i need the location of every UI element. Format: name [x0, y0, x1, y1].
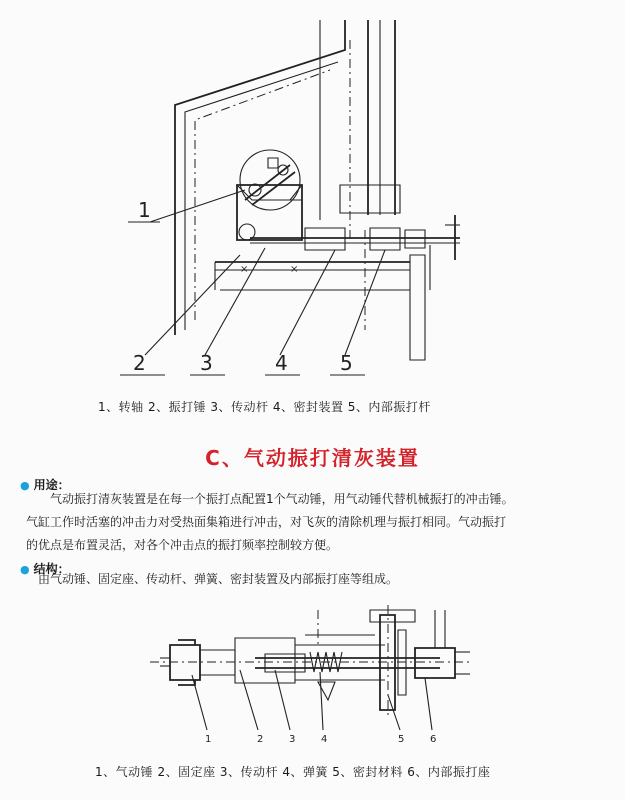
fig2-label-4: 4: [321, 734, 328, 745]
structure-line-1: 由气动锤、固定座、传动杆、弹簧、密封装置及内部振打座等组成。: [38, 572, 399, 586]
usage-paragraph: [26, 488, 596, 557]
hammer-frame: [237, 185, 302, 240]
fig1-label-2: 2: [133, 351, 146, 375]
fig1-label-3: 3: [200, 351, 213, 375]
figure-2-caption: 1、气动锤 2、固定座 3、传动杆 4、弹簧 5、密封材料 6、内部振打座: [95, 765, 491, 779]
fig2-label-2: 2: [257, 734, 264, 745]
fig1-label-1: 1: [138, 198, 151, 222]
fig1-label-5: 5: [340, 351, 353, 375]
usage-heading-text: 用途：: [33, 478, 70, 492]
usage-line-2: 气缸工作时活塞的冲击力对受热面集箱进行冲击，对飞灰的清除机理与振打相同。气动振打: [26, 515, 507, 529]
fig2-label-6: 6: [430, 734, 437, 745]
bullet-icon: ●: [20, 563, 30, 576]
fig1-label-4: 4: [275, 351, 288, 375]
fig2-label-1: 1: [205, 734, 212, 745]
usage-line-1: 气动振打清灰装置是在每一个振打点配置1个气动锤，用气动锤代替机械振打的冲击锤。: [50, 492, 514, 506]
usage-line-3: 的优点是布置灵活，对各个冲击点的振打频率控制较方便。: [26, 538, 339, 552]
section-title: C、气动振打清灰装置: [205, 446, 420, 470]
bullet-icon: ●: [20, 479, 30, 492]
figure-1-caption: 1、转轴 2、振打锤 3、传动杆 4、密封装置 5、内部振打杆: [98, 400, 431, 414]
figure-2-drawing: [0, 590, 625, 755]
svg-text:×: ×: [240, 264, 249, 275]
structure-paragraph: [38, 568, 608, 591]
structure-heading-text: 结构：: [33, 562, 70, 576]
fig2-label-5: 5: [398, 734, 405, 745]
svg-text:×: ×: [290, 264, 299, 275]
inner-rapping-seat: [415, 648, 455, 678]
fig2-label-3: 3: [289, 734, 296, 745]
